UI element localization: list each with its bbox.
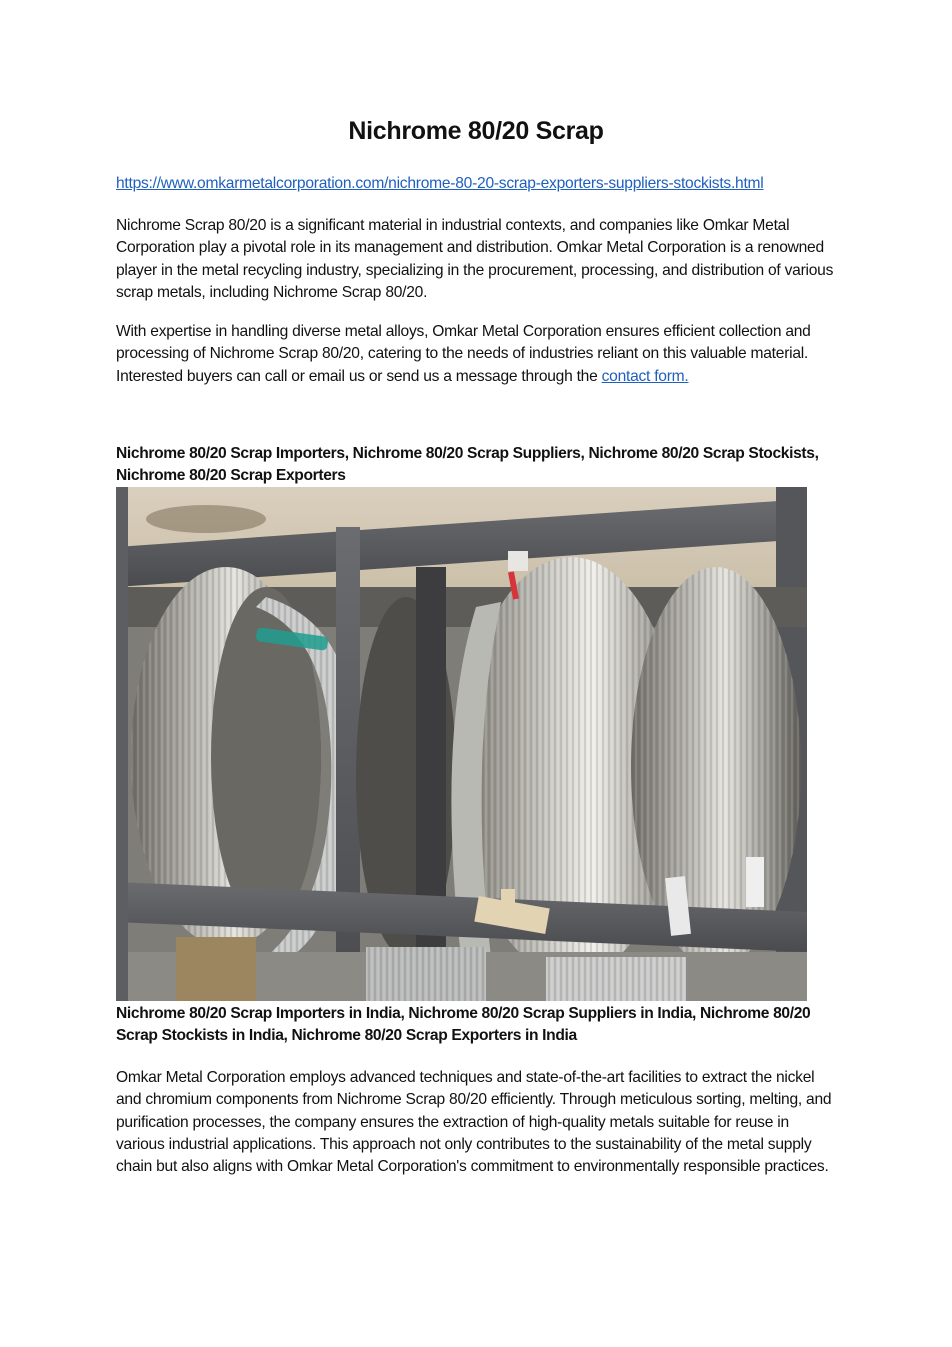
source-url-link[interactable]: https://www.omkarmetalcorporation.com/nichrome-80-20-scrap-exporters-suppliers-stockists.html [116,175,764,192]
intro-paragraph: Nichrome Scrap 80/20 is a significant material in industrial contexts, and companies like Omkar Metal Corporation play a pivotal role in its management and distribution. Omkar Metal Corporation is a renowned player in the metal recycling industry, specializing in the procurement, processing, and distribution of various scrap metals, including Nichrome Scrap 80/20. [116,217,834,301]
contact-form-link[interactable]: contact form. [601,367,689,385]
photo-caption-bottom: Nichrome 80/20 Scrap Importers in India, Nichrome 80/20 Scrap Suppliers in India, Nichrome 80/20 Scrap Stockists in India, Nichrome 80/20 Scrap Exporters in India [116,1005,811,1045]
expertise-paragraph-text: With expertise in handling diverse metal alloys, Omkar Metal Corporation ensures efficient collection and processing of Nichrome Scrap 80/20, catering to the needs of industries reliant on this valuable material. Interested buyers can call or email us or send us a message through the [116,323,811,385]
wire-coils-photo [116,487,807,1001]
wire-coils-illustration [116,487,807,1001]
photo-caption-top: Nichrome 80/20 Scrap Importers, Nichrome 80/20 Scrap Suppliers, Nichrome 80/20 Scrap Stockists, Nichrome 80/20 Scrap Exporters [116,445,819,485]
page-title: Nichrome 80/20 Scrap [348,117,604,145]
expertise-paragraph [116,321,838,388]
process-paragraph: Omkar Metal Corporation employs advanced techniques and state-of-the-art facilities to extract the nickel and chromium components from Nichrome Scrap 80/20 efficiently. Through meticulous sorting, melting, and purification processes, the company ensures the extraction of high-quality metals suitable for reuse in various industrial applications. This approach not only contributes to the sustainability of the metal supply chain but also aligns with Omkar Metal Corporation's commitment to environmentally responsible practices. [116,1069,832,1176]
